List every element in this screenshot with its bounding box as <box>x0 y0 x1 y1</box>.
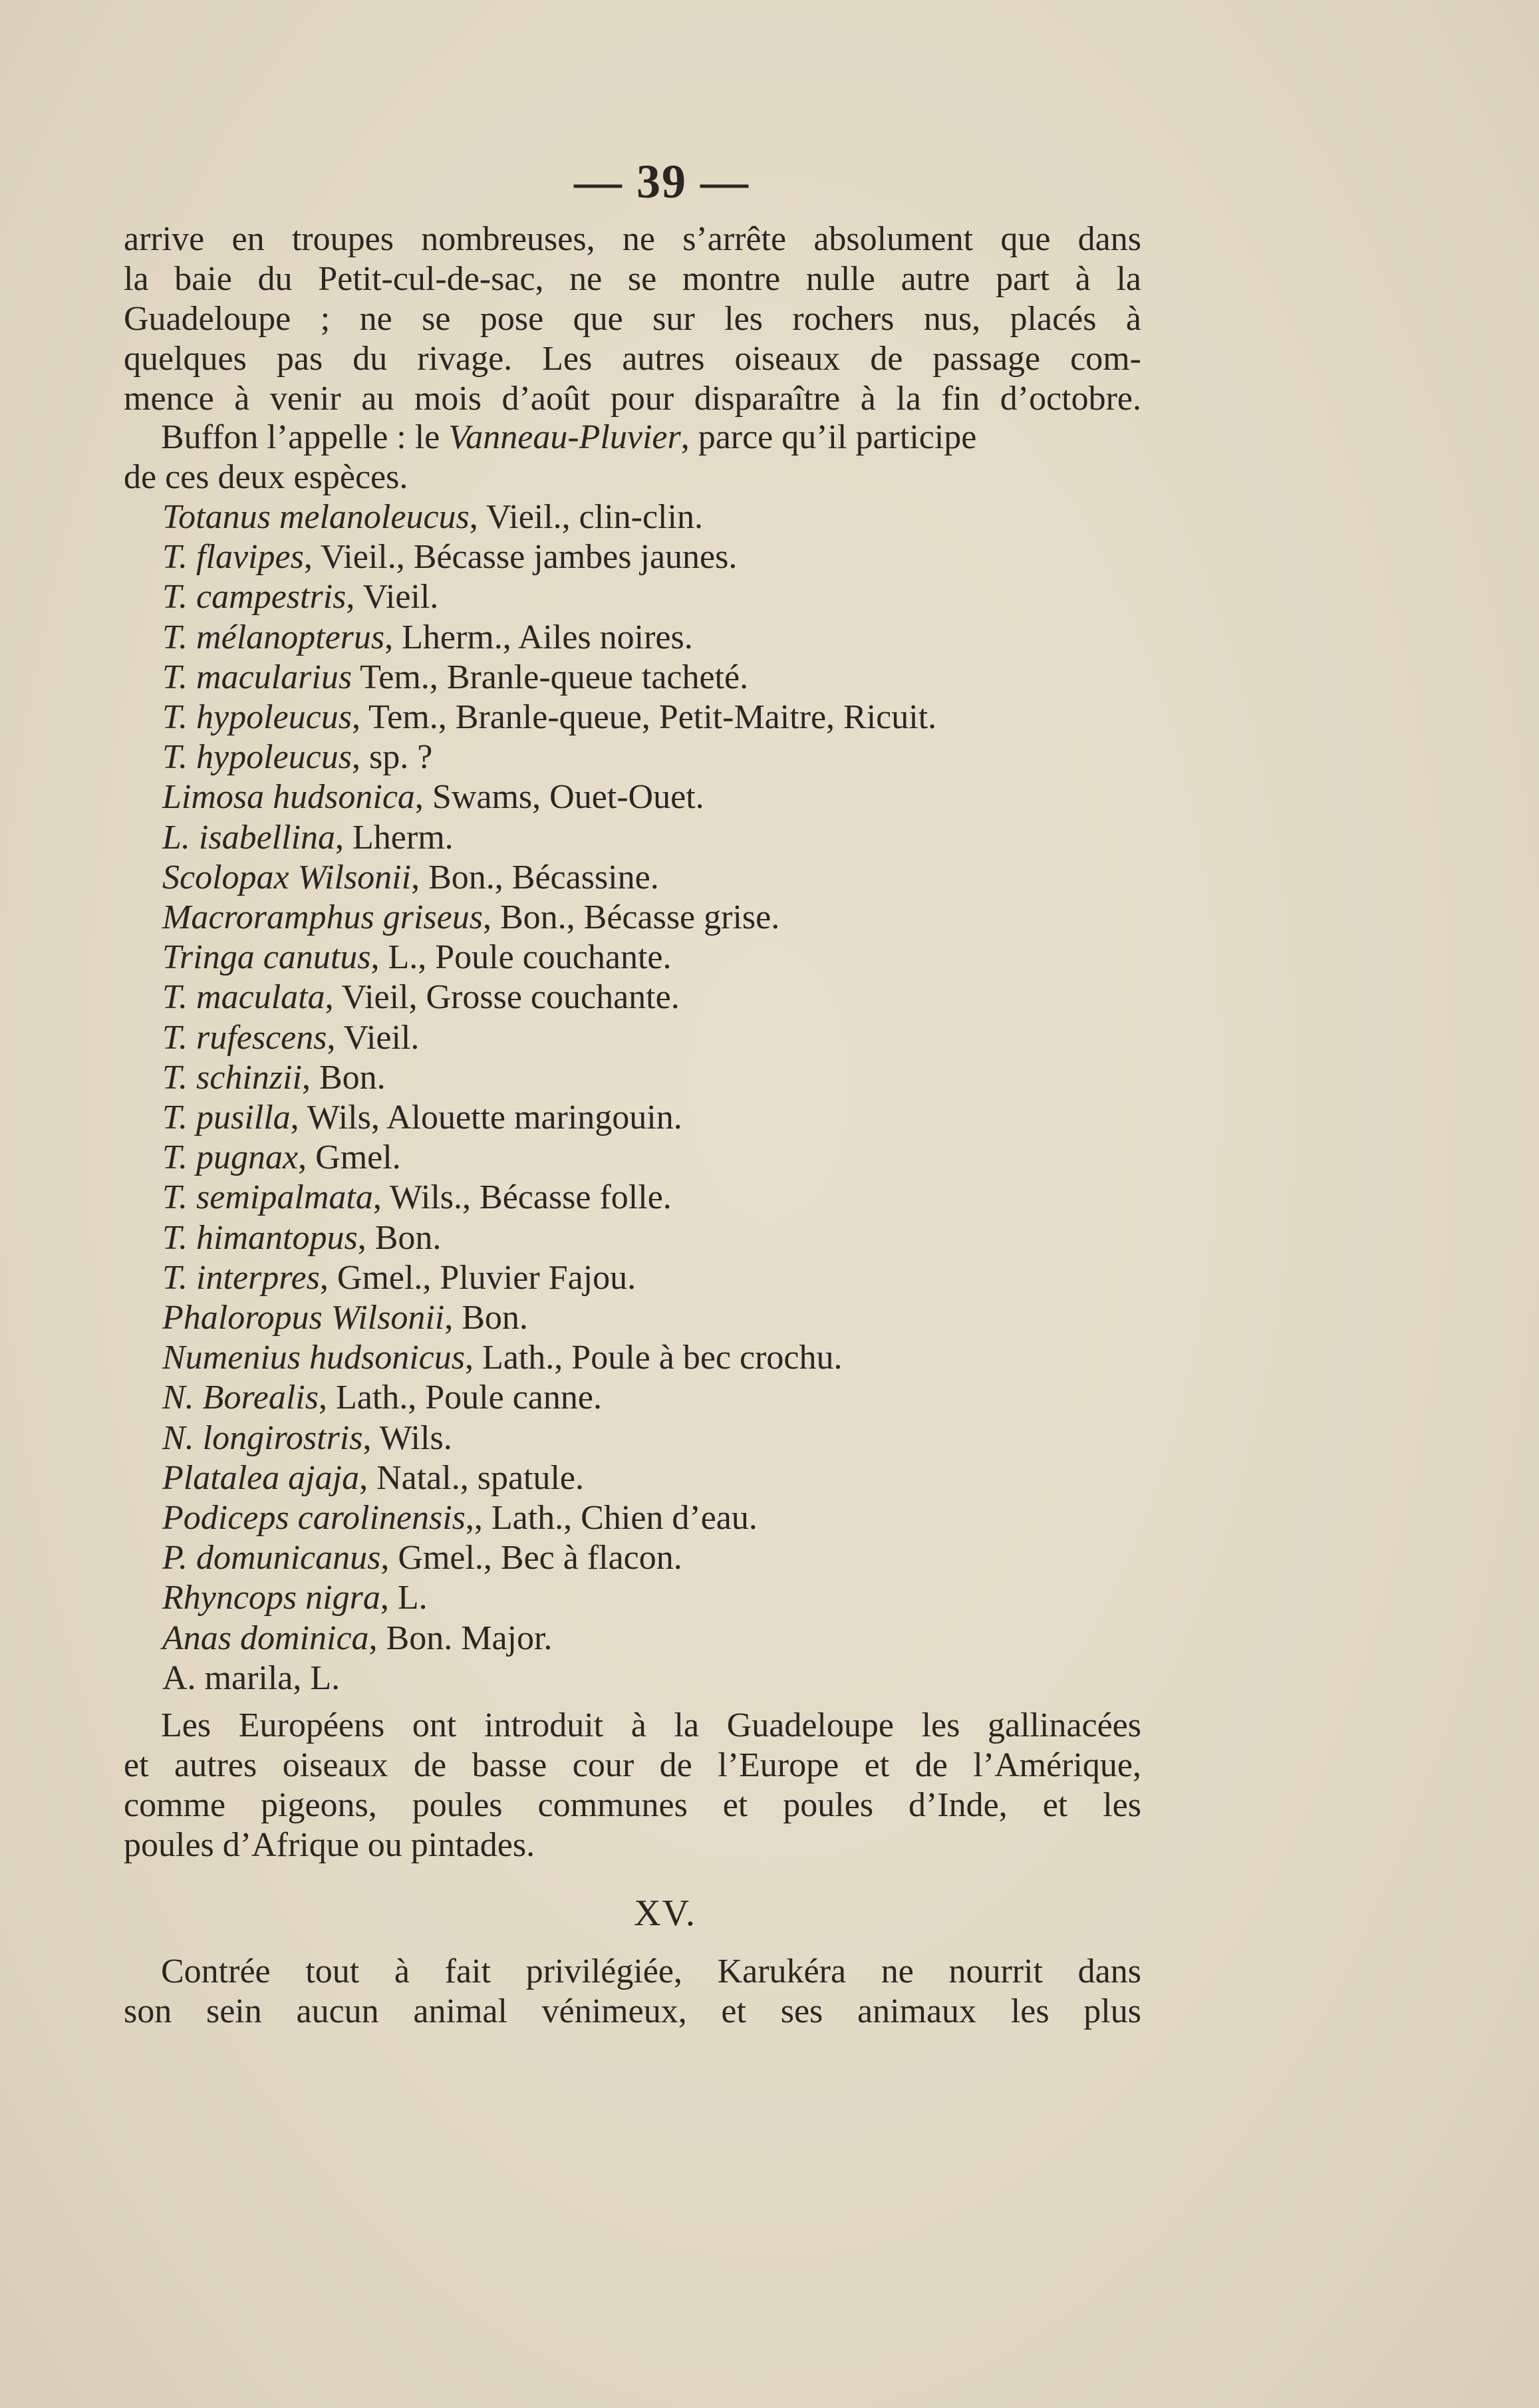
species-entry <box>162 858 1127 898</box>
species-details: , Bon. Major. <box>368 1619 553 1657</box>
species-details: , Gmel. <box>298 1138 401 1177</box>
species-name: Anas dominica <box>162 1619 369 1657</box>
text-line: mence à venir au mois d’août pour disparaître à la fin d’octobre. <box>124 380 1141 418</box>
species-entry <box>162 1018 1127 1058</box>
species-entry <box>162 1138 1127 1178</box>
species-entry <box>162 1578 1127 1618</box>
species-details: , L., Poule couchante. <box>370 938 672 977</box>
species-name: T. hypoleucus <box>162 698 352 737</box>
species-details: , Vieil., Bécasse jambes jaunes. <box>303 538 738 577</box>
species-list <box>162 497 1127 1698</box>
species-details: , Wils., Bécasse folle. <box>372 1178 672 1217</box>
species-details: , Tem., Branle-queue, Petit-Maitre, Ricuit. <box>351 698 937 737</box>
species-name: T. flavipes <box>162 538 304 577</box>
species-entry <box>162 1418 1127 1458</box>
species-name: T. campestris <box>162 578 347 616</box>
text-line: poules d’Afrique ou pintades. <box>124 1826 535 1864</box>
species-details: , Swams, Ouet-Ouet. <box>414 778 704 817</box>
species-name: N. longirostris <box>162 1418 363 1457</box>
species-entry <box>162 777 1127 817</box>
species-details: , Bon., Bécassine. <box>411 858 659 896</box>
species-name: Numenius hudsonicus <box>162 1339 465 1377</box>
text-line: et autres oiseaux de basse cour de l’Europe et de l’Amérique, <box>124 1746 1141 1784</box>
species-name: Rhyncops nigra <box>162 1579 380 1617</box>
species-entry <box>162 618 1127 658</box>
species-details: , L. <box>380 1579 428 1617</box>
species-entry <box>162 1458 1127 1498</box>
species-name: T. rufescens <box>162 1018 327 1057</box>
text-line: la baie du Petit-cul-de-sac, ne se montre nulle autre part à la <box>124 260 1141 298</box>
species-details: , Wils, Alouette maringouin. <box>290 1099 682 1137</box>
species-entry <box>162 1538 1127 1578</box>
species-name: Totanus melanoleucus <box>162 498 470 536</box>
species-entry <box>162 938 1127 978</box>
species-name: Podiceps carolinensis <box>162 1499 466 1538</box>
species-entry <box>162 1338 1127 1378</box>
species-details: , Natal., spatule. <box>359 1458 584 1497</box>
species-entry <box>162 577 1127 617</box>
species-details: Tem., Branle-queue tacheté. <box>352 658 749 696</box>
species-entry <box>162 1218 1127 1258</box>
species-details: , Gmel., Bec à flacon. <box>380 1539 682 1577</box>
species-entry <box>162 1298 1127 1338</box>
species-entry <box>162 537 1127 577</box>
species-entry <box>162 818 1127 858</box>
species-name: T. hypoleucus <box>162 738 352 777</box>
species-details: , Vieil., clin-clin. <box>469 498 703 536</box>
species-name: T. macularius <box>162 658 352 696</box>
species-entry <box>162 1258 1127 1298</box>
europeans-paragraph <box>124 1706 1141 1865</box>
species-details: , Gmel., Pluvier Fajou. <box>319 1258 636 1297</box>
species-name: T. semipalmata <box>162 1178 373 1217</box>
species-entry <box>162 1378 1127 1418</box>
species-details: , Bon. <box>301 1058 386 1097</box>
species-name: Scolopax Wilsonii <box>162 858 412 896</box>
buffon-paragraph <box>124 418 1141 497</box>
species-name: P. domunicanus <box>162 1539 381 1577</box>
italic-term: Vanneau-Pluvier <box>448 418 681 456</box>
text-line: Buffon l’appelle : le Vanneau-Pluvier, parce qu’il participe <box>161 418 977 456</box>
text-line: Les Européens ont introduit à la Guadeloupe les gallinacées <box>161 1706 1141 1744</box>
species-name: T. schinzii <box>162 1058 302 1097</box>
species-entry <box>162 1619 1127 1659</box>
species-details: , sp. ? <box>351 738 433 777</box>
species-entry <box>162 658 1127 698</box>
species-details: , Vieil. <box>346 578 439 616</box>
species-entry <box>162 1178 1127 1218</box>
species-details: , Lherm., Ailes noires. <box>384 618 693 656</box>
species-entry <box>162 1098 1127 1138</box>
text-line: comme pigeons, poules communes et poules d’Inde, et les <box>124 1786 1141 1824</box>
text-line: arrive en troupes nombreuses, ne s’arrête absolument que dans <box>124 220 1141 258</box>
species-name: Platalea ajaja <box>162 1458 360 1497</box>
species-name: T. mélanopterus <box>162 618 385 656</box>
text-line: de ces deux espèces. <box>124 458 408 496</box>
species-entry <box>162 737 1127 777</box>
species-entry <box>162 497 1127 537</box>
species-details: , Bon. <box>444 1299 528 1337</box>
species-name: T. himantopus <box>162 1218 358 1257</box>
species-details: , Lath., Poule à bec crochu. <box>465 1339 843 1377</box>
species-details: , Lath., Poule canne. <box>318 1379 602 1417</box>
species-name: Phaloropus Wilsonii <box>162 1299 445 1337</box>
text-line: son sein aucun animal vénimeux, et ses animaux les plus <box>124 1992 1141 2030</box>
species-name: T. maculata <box>162 978 325 1017</box>
species-name: N. Borealis <box>162 1379 319 1417</box>
species-entry <box>162 1498 1127 1538</box>
text-line: Contrée tout à fait privilégiée, Karukéra ne nourrit dans <box>161 1952 1141 1990</box>
species-entry <box>162 898 1127 938</box>
species-details: , Bon., Bécasse grise. <box>482 898 780 937</box>
species-details: , Vieil. <box>327 1018 420 1057</box>
species-entry <box>162 1058 1127 1098</box>
species-name: Tringa canutus <box>162 938 371 977</box>
species-name: T. interpres <box>162 1258 320 1297</box>
species-name: L. isabellina <box>162 818 336 857</box>
species-details: , Wils. <box>362 1418 452 1457</box>
species-details: A. marila, L. <box>162 1659 341 1697</box>
page-number: — 39 — <box>574 155 750 208</box>
section-heading: XV. <box>634 1893 696 1934</box>
intro-paragraph <box>124 219 1141 419</box>
species-entry <box>162 698 1127 737</box>
species-name: Macroramphus griseus <box>162 898 483 937</box>
species-entry <box>162 1659 1127 1698</box>
species-entry <box>162 978 1127 1017</box>
species-name: Limosa hudsonica <box>162 778 415 817</box>
species-details: , Vieil, Grosse couchante. <box>325 978 680 1017</box>
text-line: quelques pas du rivage. Les autres oiseaux de passage com- <box>124 340 1141 378</box>
species-name: T. pusilla <box>162 1099 291 1137</box>
species-details: , Lherm. <box>335 818 454 857</box>
closing-paragraph <box>124 1952 1141 2032</box>
species-details: , Bon. <box>357 1218 442 1257</box>
species-details: ,, Lath., Chien d’eau. <box>465 1499 758 1538</box>
text-line: Guadeloupe ; ne se pose que sur les rochers nus, placés à <box>124 300 1141 338</box>
species-name: T. pugnax <box>162 1138 299 1177</box>
